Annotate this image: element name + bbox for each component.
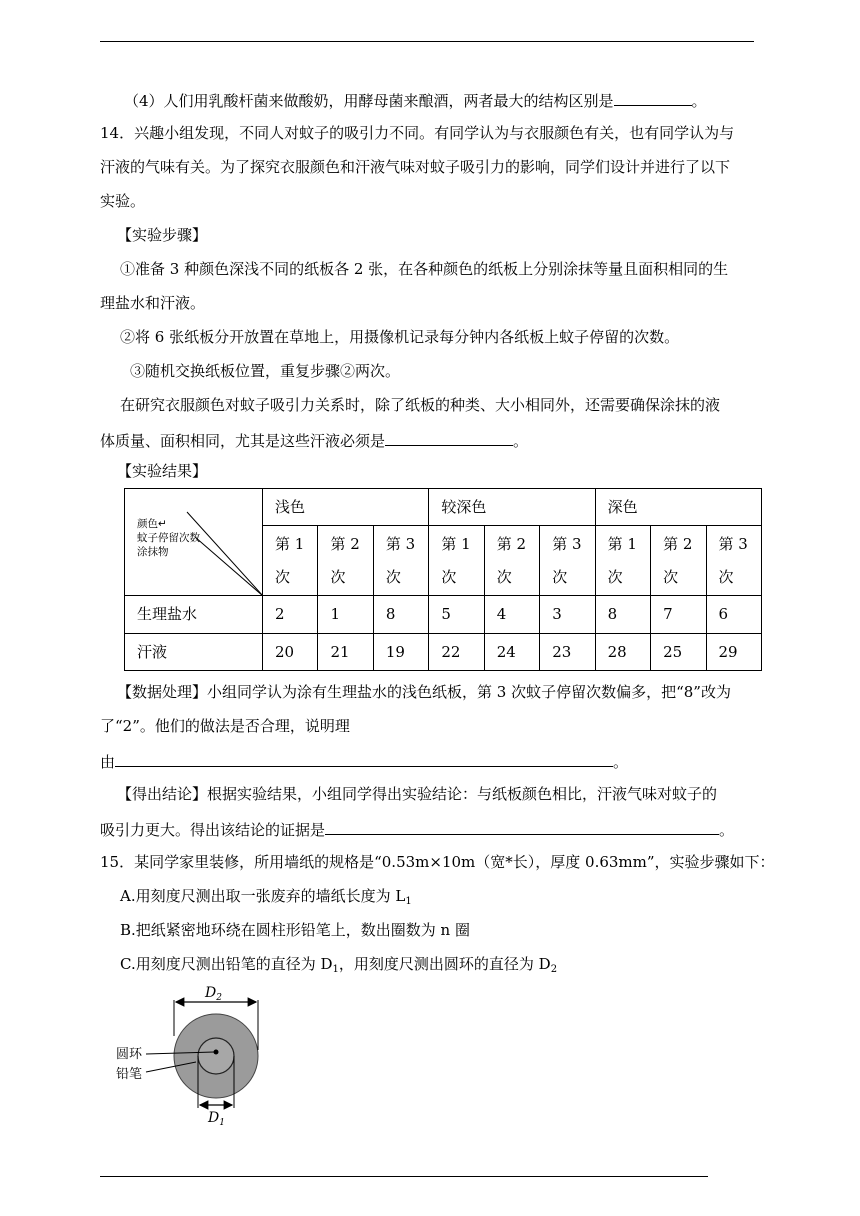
conclusion-line2: 吸引力更大。得出该结论的证据是 。 <box>100 818 734 840</box>
para-line2: 体质量、面积相同，尤其是这些汗液必须是 。 <box>100 429 528 451</box>
d2-label: $D_2$ <box>205 985 222 1003</box>
row-label: 汗液 <box>125 634 263 671</box>
table-cell: 22 <box>429 634 484 671</box>
table-cell: 28 <box>595 634 650 671</box>
trial-cell: 第 3 次 <box>373 526 428 596</box>
table-row-saline <box>125 596 762 634</box>
results-header: 【实验结果】 <box>117 462 208 480</box>
data-line2: 了“2”。他们的做法是否合理，说明理 <box>100 717 350 735</box>
row-label: 生理盐水 <box>125 596 263 634</box>
table-cell: 3 <box>540 596 595 634</box>
pencil-circle <box>198 1038 234 1074</box>
q14-line3: 实验。 <box>100 192 146 210</box>
diag-label-substance: 涂抹物 <box>137 546 169 558</box>
trial-cell: 第 2 次 <box>484 526 539 596</box>
table-cell: 8 <box>373 596 428 634</box>
table-cell: 29 <box>706 634 762 671</box>
answer-blank[interactable] <box>385 429 513 446</box>
table-cell: 24 <box>484 634 539 671</box>
table-cell: 5 <box>429 596 484 634</box>
q13-part4-text: （4）人们用乳酸杆菌来做酸奶，用酵母菌来酿酒，两者最大的结构区别是 <box>124 92 614 110</box>
q14-line2: 汗液的气味有关。为了探究衣服颜色和汗液气味对蚊子吸引力的影响，同学们设计并进行了以下 <box>100 158 731 176</box>
table-row-sweat <box>125 634 762 671</box>
trial-cell: 第 2 次 <box>651 526 706 596</box>
q15-stepB: B.把纸紧密地环绕在圆柱形铅笔上，数出圈数为 n 圈 <box>120 921 470 939</box>
para-line1: 在研究衣服颜色对蚊子吸引力关系时，除了纸板的种类、大小相同外，还需要确保涂抹的液 <box>120 396 721 414</box>
footer-rule <box>100 1176 708 1177</box>
results-table <box>124 488 762 671</box>
diagonal-header-cell <box>125 489 263 596</box>
label-pencil: 铅笔 <box>116 1067 143 1082</box>
table-cell: 4 <box>484 596 539 634</box>
q14-line1: 14．兴趣小组发现，不同人对蚊子的吸引力不同。有同学认为与衣服颜色有关，也有同学认为与 <box>100 124 735 142</box>
table-cell: 1 <box>318 596 373 634</box>
table-cell: 7 <box>651 596 706 634</box>
table-cell: 2 <box>263 596 318 634</box>
trial-cell: 第 1 次 <box>263 526 318 596</box>
header-dark: 深色 <box>595 489 761 526</box>
diag-label-color: 颜色↵ <box>137 518 167 530</box>
step2: ②将 6 张纸板分开放置在草地上，用摄像机记录每分钟内各纸板上蚊子停留的次数。 <box>120 328 680 346</box>
step1-line2: 理盐水和汗液。 <box>100 294 206 312</box>
d1-label: $D_1$ <box>208 1110 225 1128</box>
answer-blank[interactable] <box>325 818 719 835</box>
table-cell: 21 <box>318 634 373 671</box>
table-cell: 6 <box>706 596 762 634</box>
step3: ③随机交换纸板位置，重复步骤②两次。 <box>130 362 401 380</box>
data-line3: 由 。 <box>100 750 628 772</box>
answer-blank[interactable] <box>115 750 613 767</box>
trial-cell: 第 3 次 <box>706 526 762 596</box>
ring-pencil-figure <box>100 980 280 1130</box>
q15-stepC: C.用刻度尺测出铅笔的直径为 $D_1$，用刻度尺测出圆环的直径为 $D_2$ <box>120 955 558 975</box>
table-cell: 8 <box>595 596 650 634</box>
conclusion-line1: 【得出结论】根据实验结果，小组同学得出实验结论：与纸板颜色相比，汗液气味对蚊子的 <box>117 785 718 803</box>
q15-stepA: A.用刻度尺测出取一张废弃的墙纸长度为 $L_1$ <box>120 887 412 907</box>
trial-cell: 第 2 次 <box>318 526 373 596</box>
step1-line1: ①准备 3 种颜色深浅不同的纸板各 2 张，在各种颜色的纸板上分别涂抹等量且面积相同的生 <box>120 260 729 278</box>
q13-part4: （4）人们用乳酸杆菌来做酸奶，用酵母菌来酿酒，两者最大的结构区别是 。 <box>124 89 707 111</box>
table-cell: 20 <box>263 634 318 671</box>
steps-header: 【实验步骤】 <box>117 226 208 244</box>
table-cell: 23 <box>540 634 595 671</box>
header-light: 浅色 <box>263 489 429 526</box>
trial-cell: 第 1 次 <box>595 526 650 596</box>
q15-line1: 15．某同学家里装修，所用墙纸的规格是“0.53m×10m（宽*长），厚度 0.63mm”，实验步骤如下： <box>100 853 775 871</box>
answer-blank[interactable] <box>614 89 692 106</box>
header-medium: 较深色 <box>429 489 595 526</box>
trial-cell: 第 3 次 <box>540 526 595 596</box>
diag-label-count: 蚊子停留次数 <box>137 532 200 544</box>
header-rule <box>100 41 754 42</box>
label-ring: 圆环 <box>116 1047 143 1062</box>
data-line1: 【数据处理】小组同学认为涂有生理盐水的浅色纸板，第 3 次蚊子停留次数偏多，把“8”改为 <box>117 683 731 701</box>
trial-cell: 第 1 次 <box>429 526 484 596</box>
table-cell: 19 <box>373 634 428 671</box>
table-cell: 25 <box>651 634 706 671</box>
